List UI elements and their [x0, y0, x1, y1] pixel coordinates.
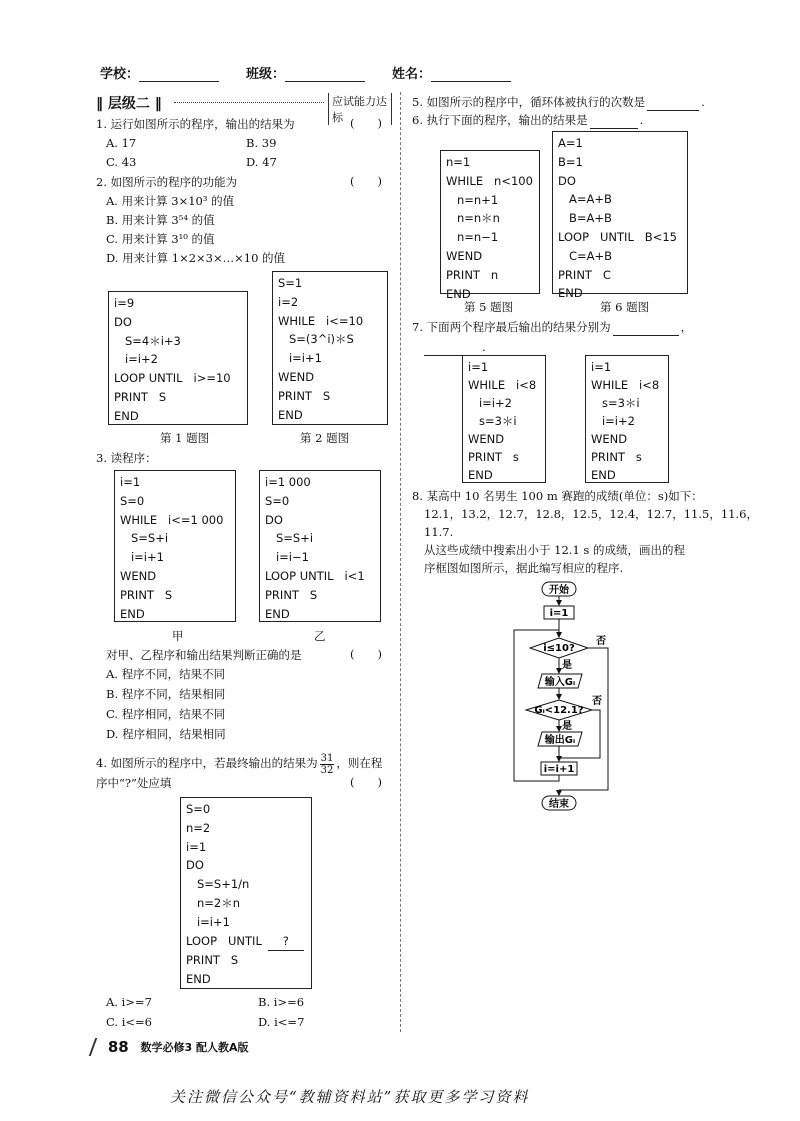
- fig2-program: [272, 271, 388, 425]
- code-line: i=i+2: [114, 352, 158, 367]
- flow-init-text: i=1: [549, 608, 569, 619]
- code-line: i=9: [114, 296, 135, 310]
- code-line: LOOP UNTIL i>=10: [114, 371, 231, 386]
- q6-end: .: [639, 113, 644, 127]
- footer-slash: [89, 1038, 108, 1056]
- code-line: S=(3^i)＊S: [278, 332, 354, 347]
- code-line: A=1: [558, 136, 583, 150]
- q4-stem-a: 4. 如图所示的程序中，若最终输出的结果为: [96, 756, 318, 770]
- q6-answer-blank[interactable]: [590, 115, 638, 129]
- code-line: WEND: [591, 432, 628, 446]
- q4-frac-num: 31: [320, 752, 334, 764]
- code-text: LOOP UNTIL: [186, 933, 262, 948]
- code-line: n=2: [186, 820, 211, 835]
- name-label: 姓名：: [392, 63, 511, 82]
- q3-option-a[interactable]: A. 程序不同，结果不同: [106, 667, 226, 681]
- code-line: S=S+i: [120, 531, 169, 546]
- q3-question: 对甲、乙程序和输出结果判断正确的是: [106, 648, 302, 662]
- code-line: PRINT s: [468, 450, 519, 464]
- fig1-caption: 第 1 题图: [160, 431, 210, 445]
- q3-paren[interactable]: ( ): [350, 647, 382, 661]
- code-line: n=n+1: [446, 192, 499, 207]
- code-line: WEND: [120, 568, 157, 583]
- code-line: i=i+1: [278, 351, 322, 366]
- code-line: S=1: [278, 276, 303, 290]
- footer-ad: 关注微信公众号“教辅资料站”获取更多学习资料: [170, 1088, 530, 1106]
- q7-end: .: [482, 340, 486, 354]
- code-line: i=1 000: [265, 475, 311, 489]
- section-title: ‖ 层级二 ‖: [96, 96, 162, 112]
- code-line: i=i+2: [591, 414, 635, 428]
- code-line: END: [278, 407, 303, 422]
- q7-comma: ，: [680, 320, 693, 334]
- flow-cond2-text: Gᵢ<12.1?: [534, 705, 584, 716]
- code-line: n=n＊n: [446, 211, 500, 226]
- q2-option-c[interactable]: C. 用来计算 3¹⁰ 的值: [106, 232, 215, 246]
- code-line: PRINT C: [558, 267, 611, 282]
- school-label: 学校：: [100, 63, 219, 82]
- code-line: S=S+i: [265, 531, 314, 546]
- flow-no1-label: 否: [596, 636, 606, 647]
- q5-answer-blank[interactable]: [647, 97, 699, 111]
- q6-stem-text: 6. 执行下面的程序，输出的结果是: [412, 113, 588, 127]
- code-line: WEND: [446, 248, 483, 263]
- code-line: WHILE i<8: [591, 378, 660, 392]
- q8-line-2: 12.1，13.2，12.7，12.8，12.5，12.4，12.7，11.5，11.6，: [424, 507, 758, 521]
- q4-option-c[interactable]: C. i<=6: [106, 1015, 152, 1029]
- code-line: i=1: [120, 475, 141, 489]
- q7-program-a: [462, 355, 546, 483]
- code-line: i=i+1: [186, 914, 230, 929]
- q7-program-b: [585, 355, 669, 483]
- flow-input-text: 输入Gᵢ: [544, 677, 576, 688]
- q8-line-1: 8. 某高中 10 名男生 100 m 赛跑的成绩(单位：s)如下：: [412, 489, 703, 503]
- q4-frac-den: 32: [320, 764, 334, 776]
- code-line: END: [446, 286, 471, 301]
- q4-program: [180, 797, 312, 989]
- q7-stem-line2: [424, 338, 486, 356]
- code-line: DO: [186, 858, 204, 873]
- q4-stem-b: ，则在程: [336, 756, 383, 770]
- code-line: PRINT S: [120, 587, 173, 602]
- q3-label-jia: 甲: [172, 629, 184, 643]
- q5-program: [440, 150, 540, 301]
- code-line: s=3＊i: [591, 396, 640, 410]
- code-line: i=i+2: [468, 396, 512, 410]
- code-line: S=4＊i+3: [114, 333, 181, 348]
- code-line: END: [468, 468, 493, 482]
- class-field[interactable]: [285, 68, 365, 82]
- code-line: LOOP UNTIL i<1: [265, 568, 365, 583]
- school-field[interactable]: [139, 68, 219, 82]
- q3-option-c[interactable]: C. 程序相同，结果不同: [106, 707, 226, 721]
- page-number: 88: [107, 1038, 129, 1056]
- q1-option-a[interactable]: A. 17: [106, 136, 137, 150]
- q3-program-jia: [114, 470, 236, 622]
- code-line: LOOP UNTIL B<15: [558, 229, 677, 244]
- name-field[interactable]: [431, 68, 511, 82]
- code-line: DO: [265, 512, 283, 527]
- q6-program: [552, 131, 688, 301]
- code-line: n=1: [446, 155, 471, 169]
- q2-option-b[interactable]: B. 用来计算 3⁵⁴ 的值: [106, 213, 215, 227]
- code-line: S=S+1/n: [186, 877, 250, 892]
- q8-flowchart: [500, 578, 630, 813]
- code-line: PRINT S: [186, 953, 239, 968]
- q2-option-a[interactable]: A. 用来计算 3×10³ 的值: [106, 194, 235, 208]
- code-line: i=i−1: [265, 550, 309, 565]
- q4-fraction: [320, 753, 335, 776]
- code-line: PRINT s: [591, 450, 642, 464]
- q8-line-5: 序框图如图所示，据此编写相应的程序.: [424, 561, 624, 575]
- code-line: WHILE n<100: [446, 173, 533, 188]
- flow-output-text: 输出Gᵢ: [544, 735, 576, 746]
- code-line: PRINT n: [446, 267, 499, 282]
- q5-caption: 第 5 题图: [464, 300, 514, 314]
- flow-cond1-text: i≤10?: [543, 643, 575, 654]
- flow-incr-text: i=i+1: [543, 764, 575, 775]
- code-line: DO: [558, 173, 576, 188]
- code-line: B=A+B: [558, 211, 612, 226]
- code-line: PRINT S: [114, 389, 167, 404]
- q1-option-c[interactable]: C. 43: [106, 155, 137, 169]
- q4-option-d[interactable]: D. i<=7: [258, 1015, 305, 1029]
- code-line: n=n−1: [446, 230, 499, 245]
- book-title: 数学必修3 配人教A版: [140, 1041, 249, 1054]
- q5-stem: [412, 93, 705, 111]
- q4-paren[interactable]: ( ): [350, 775, 382, 789]
- q4-option-a[interactable]: A. i>=7: [106, 995, 152, 1009]
- code-line: C=A+B: [558, 248, 613, 263]
- flow-yes1-label: 是: [562, 660, 572, 671]
- q3-stem: 3. 读程序：: [96, 451, 157, 465]
- q3-label-yi: 乙: [314, 629, 326, 643]
- code-line: END: [265, 606, 290, 621]
- q7-answer-blank-2[interactable]: [424, 342, 482, 356]
- code-line: B=1: [558, 154, 583, 169]
- q8-line-4: 从这些成绩中搜索出小于 12.1 s 的成绩，画出的程: [424, 543, 685, 557]
- q3-option-d[interactable]: D. 程序相同，结果相同: [106, 727, 226, 741]
- q7-answer-blank-1[interactable]: [613, 322, 679, 336]
- code-line: END: [114, 408, 139, 423]
- code-line: PRINT S: [265, 587, 318, 602]
- code-line: n=2＊n: [186, 895, 240, 910]
- q4-option-b[interactable]: B. i>=6: [258, 995, 305, 1009]
- column-divider: [400, 92, 401, 1032]
- code-line: i=1: [468, 360, 489, 374]
- section-subtitle: 应试能力达标: [328, 93, 392, 125]
- flow-start-text: 开始: [549, 585, 569, 596]
- q1-stem: 1. 运行如图所示的程序，输出的结果为: [96, 117, 295, 131]
- code-line: S=0: [120, 493, 145, 508]
- code-line: END: [591, 468, 616, 482]
- code-line: A=A+B: [558, 192, 612, 207]
- code-line: s=3＊i: [468, 414, 517, 428]
- q1-option-b[interactable]: B. 39: [246, 136, 277, 150]
- q2-stem: 2. 如图所示的程序的功能为: [96, 175, 238, 189]
- code-line: WHILE i<=10: [278, 313, 364, 328]
- code-line: i=2: [278, 294, 299, 309]
- q6-caption: 第 6 题图: [600, 300, 650, 314]
- class-label: 班级：: [246, 63, 365, 82]
- fig2-caption: 第 2 题图: [300, 431, 350, 445]
- code-line: END: [120, 606, 145, 621]
- q4-stem-c: 序中“?”处应填: [96, 776, 172, 790]
- q4-stem-line1: [96, 752, 382, 776]
- q7-stem-text: 7. 下面两个程序最后输出的结果分别为: [412, 320, 611, 334]
- q2-paren[interactable]: ( ): [350, 174, 382, 188]
- code-line: i=i+1: [120, 550, 164, 565]
- code-line: i=1: [591, 360, 612, 374]
- q8-line-3: 11.7.: [424, 525, 454, 539]
- flow-no2-label: 否: [592, 696, 602, 707]
- q5-stem-text: 5. 如图所示的程序中，循环体被执行的次数是: [412, 95, 646, 109]
- q1-option-d[interactable]: D. 47: [246, 155, 277, 169]
- fig1-program: [108, 291, 248, 425]
- q5-end: .: [701, 95, 705, 109]
- code-line: i=1: [186, 839, 207, 854]
- code-line: END: [558, 286, 583, 301]
- q3-program-yi: [259, 470, 381, 622]
- q7-stem: [412, 318, 692, 336]
- code-line: PRINT S: [278, 388, 331, 403]
- q2-option-d[interactable]: D. 用来计算 1×2×3×…×10 的值: [106, 251, 286, 265]
- code-line: S=0: [265, 493, 290, 508]
- code-line: WHILE i<=1 000: [120, 512, 224, 527]
- code-line: WEND: [278, 369, 315, 384]
- flow-end-text: 结束: [549, 799, 569, 810]
- q3-option-b[interactable]: B. 程序不同，结果相同: [106, 687, 226, 701]
- code-line: [186, 932, 311, 952]
- flow-yes2-label: 是: [562, 721, 572, 732]
- q4-blank[interactable]: ?: [268, 932, 304, 952]
- code-line: END: [186, 972, 211, 987]
- code-line: WHILE i<8: [468, 378, 537, 392]
- code-line: S=0: [186, 802, 211, 816]
- code-line: DO: [114, 314, 132, 329]
- footer-bar: [92, 1038, 249, 1060]
- q6-stem: [412, 111, 643, 129]
- section-dots: [174, 102, 324, 103]
- q1-paren[interactable]: ( ): [350, 116, 382, 130]
- code-line: WEND: [468, 432, 505, 446]
